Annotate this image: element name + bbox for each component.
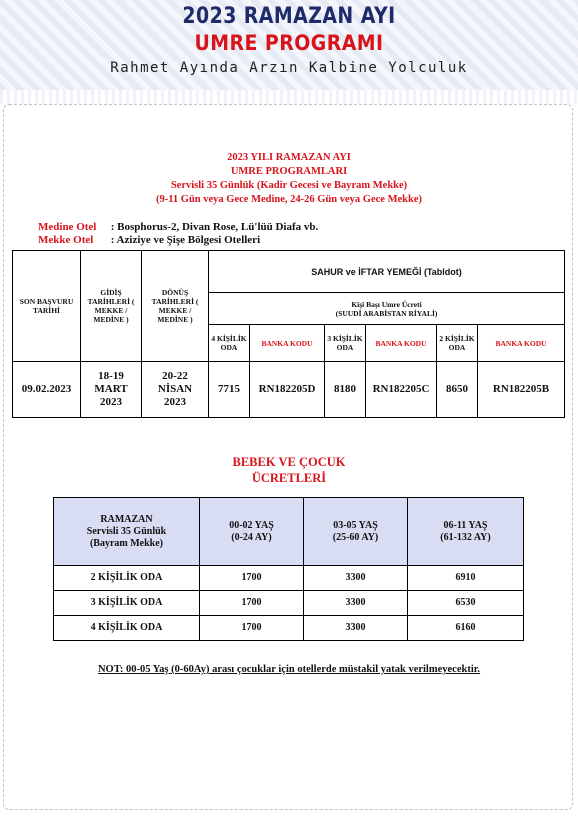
cell-code-4: RN182205D — [250, 361, 325, 417]
cell-gidis — [81, 361, 142, 417]
child-head-line-1: RAMAZAN — [100, 513, 153, 525]
child-room-4-v3: 6160 — [408, 616, 524, 641]
mekke-hotel-value: : Aziziye ve Şişe Bölgesi Otelleri — [110, 234, 261, 246]
header-divider — [0, 90, 578, 104]
table-row — [54, 591, 524, 616]
intro-line-2: UMRE PROGRAMLARI — [230, 166, 348, 177]
cell-price-2: 8650 — [437, 361, 478, 417]
child-room-3-v2: 3300 — [304, 591, 408, 616]
child-room-3-v3: 6530 — [408, 591, 524, 616]
footnote: NOT: 00-05 Yaş (0-60Ay) arası çocuklar için otellerde müstakil yatak verilmeyecektir. — [97, 664, 481, 675]
child-room-4-v2: 3300 — [304, 616, 408, 641]
cell-price-4: 7715 — [209, 361, 250, 417]
cell-son-basvuru: 09.02.2023 — [13, 361, 81, 417]
medine-hotel-label: Medine Otel — [38, 221, 97, 233]
header-room-2: 2 KİŞİLİK ODA — [437, 325, 478, 361]
child-title-line-1: BEBEK VE ÇOCUK — [232, 455, 346, 469]
program-intro — [0, 151, 578, 207]
mekke-hotel-row — [38, 234, 318, 247]
cell-price-3: 8180 — [325, 361, 366, 417]
age-col-3-years: 06-11 YAŞ — [443, 519, 488, 531]
header-sahur-iftar: SAHUR ve İFTAR YEMEĞİ (Tabldot) — [209, 251, 565, 293]
child-age-col-1 — [200, 498, 304, 566]
age-col-2-years: 03-05 YAŞ — [333, 519, 378, 531]
table-row — [54, 616, 524, 641]
child-room-2-v1: 1700 — [200, 566, 304, 591]
header-price-note — [209, 293, 565, 325]
age-col-3-months: (61-132 AY) — [440, 531, 491, 543]
child-prices-title — [0, 454, 578, 486]
child-head-label — [54, 498, 200, 566]
header-banner — [0, 0, 578, 90]
child-room-3: 3 KİŞİLİK ODA — [54, 591, 200, 616]
child-room-4-v1: 1700 — [200, 616, 304, 641]
child-age-col-2 — [304, 498, 408, 566]
child-age-col-3 — [408, 498, 524, 566]
price-note-line-1: Kişi Başı Umre Ücreti — [351, 299, 422, 309]
cell-donus — [142, 361, 209, 417]
intro-line-1: 2023 YILI RAMAZAN AYI — [227, 152, 351, 163]
header-son-basvuru: SON BAŞVURU TARİHİ — [13, 251, 81, 362]
header-donus: DÖNÜŞ TARİHLERİ ( MEKKE / MEDİNE ) — [142, 251, 209, 362]
price-table — [12, 250, 565, 418]
cell-code-3: RN182205C — [366, 361, 437, 417]
intro-line-3: Servisli 35 Günlük (Kadir Gecesi ve Bayram Mekke) — [170, 180, 408, 191]
child-room-3-v1: 1700 — [200, 591, 304, 616]
child-room-2-v2: 3300 — [304, 566, 408, 591]
child-room-2-v3: 6910 — [408, 566, 524, 591]
header-slogan: Rahmet Ayında Arzın Kalbine Yolculuk — [110, 60, 468, 76]
intro-line-4: (9-11 Gün veya Gece Medine, 24-26 Gün veya Gece Mekke) — [156, 194, 422, 205]
header-room-3: 3 KİŞİLİK ODA — [325, 325, 366, 361]
child-price-table — [53, 497, 524, 641]
mekke-hotel-label: Mekke Otel — [38, 234, 94, 246]
price-note-line-2: (SUUDİ ARABİSTAN RİYALİ) — [335, 308, 438, 318]
donus-year: 2023 — [164, 395, 186, 408]
gidis-days: 18-19 — [98, 369, 124, 382]
gidis-month: MART — [94, 382, 128, 395]
donus-days: 20-22 — [162, 369, 188, 382]
cell-code-2: RN182205B — [478, 361, 565, 417]
gidis-year: 2023 — [100, 395, 122, 408]
medine-hotel-value: : Bosphorus-2, Divan Rose, Lü'lüü Diafa vb. — [110, 221, 319, 233]
header-subtitle: UMRE PROGRAMI — [194, 31, 384, 55]
table-row — [54, 566, 524, 591]
child-head-line-2: Servisli 35 Günlük — [86, 525, 167, 537]
header-title: 2023 RAMAZAN AYI — [182, 4, 396, 29]
child-room-2: 2 KİŞİLİK ODA — [54, 566, 200, 591]
age-col-1-years: 00-02 YAŞ — [229, 519, 274, 531]
header-room-4: 4 KİŞİLİK ODA — [209, 325, 250, 361]
header-gidis: GİDİŞ TARİHLERİ ( MEKKE / MEDİNE ) — [81, 251, 142, 362]
age-col-2-months: (25-60 AY) — [332, 531, 379, 543]
header-bank-code-3: BANKA KODU — [366, 325, 437, 361]
medine-hotel-row — [38, 221, 318, 234]
header-bank-code-2: BANKA KODU — [478, 325, 565, 361]
child-title-line-2: ÜCRETLERİ — [251, 471, 327, 485]
header-bank-code-4: BANKA KODU — [250, 325, 325, 361]
donus-month: NİSAN — [157, 382, 193, 395]
age-col-1-months: (0-24 AY) — [231, 531, 272, 543]
child-head-line-3: (Bayram Mekke) — [89, 537, 164, 549]
child-room-4: 4 KİŞİLİK ODA — [54, 616, 200, 641]
hotel-info — [38, 221, 318, 247]
